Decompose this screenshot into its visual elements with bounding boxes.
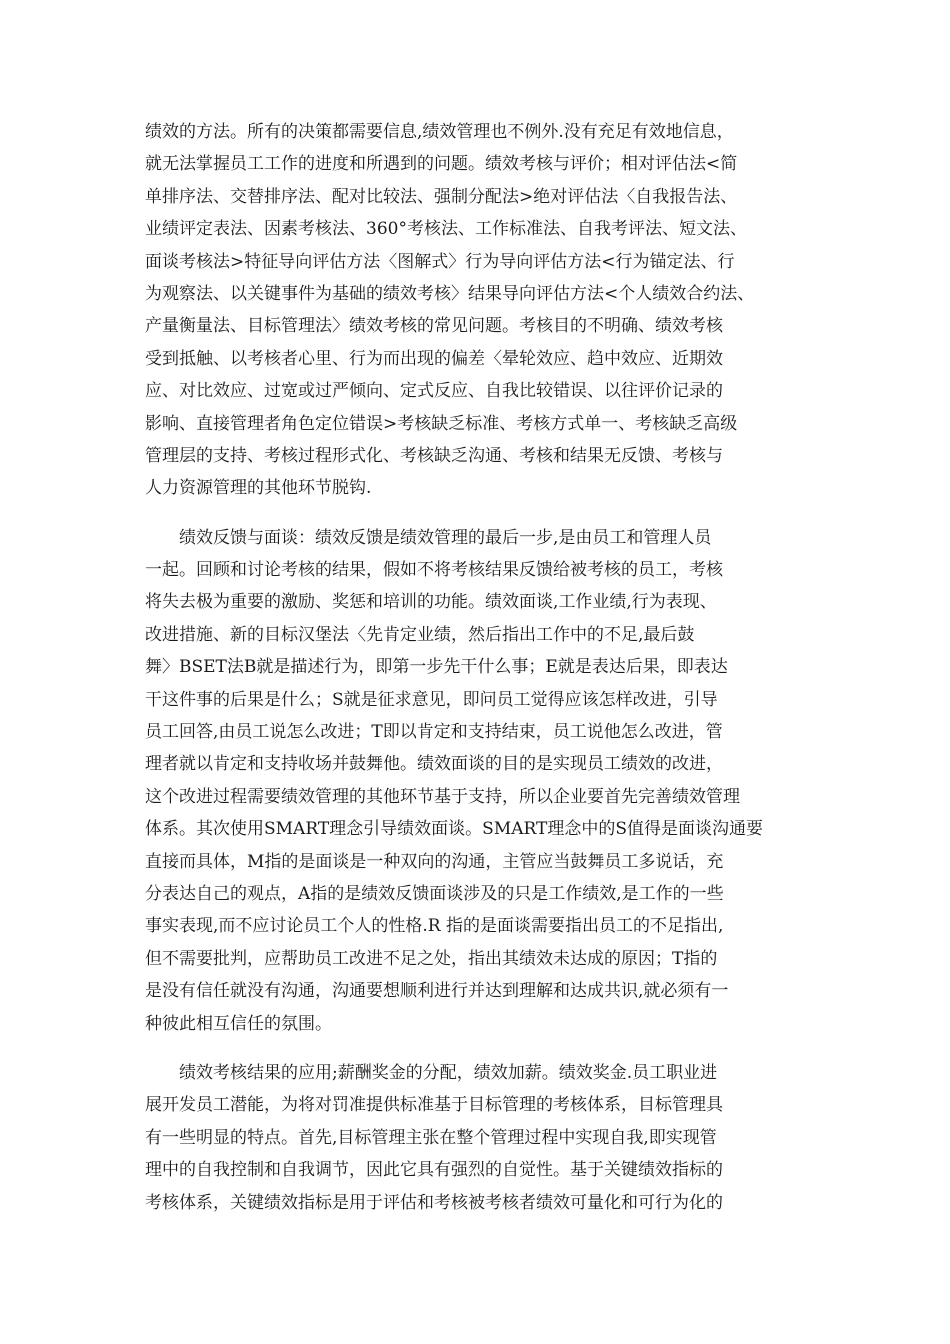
text-line: 应、对比效应、过宽或过严倾向、定式反应、自我比较错误、以往评价记录的	[145, 381, 723, 402]
text-line: 舞〉BSET法B就是描述行为，即第一步先干什么事；E就是表达后果，即表达	[145, 657, 728, 678]
text-line: 人力资源管理的其他环节脱钩.	[145, 478, 372, 499]
text-line: 管理层的支持、考核过程形式化、考核缺乏沟通、考核和结果无反馈、考核与	[145, 445, 723, 466]
text-line: 体系。其次使用SMART理念引导绩效面谈。SMART理念中的S值得是面谈沟通要	[145, 819, 763, 840]
text-line: 考核体系，关键绩效指标是用于评估和考核被考核者绩效可量化和可行为化的	[145, 1192, 723, 1213]
text-line: 面谈考核法>特征导向评估方法〈图解式〉行为导向评估方法<行为锚定法、行	[145, 251, 735, 272]
text-line: 影响、直接管理者角色定位错误>考核缺乏标准、考核方式单一、考核缺乏高级	[145, 413, 738, 434]
text-line: 就无法掌握员工工作的进度和所遇到的问题。绩效考核与评价；相对评估法<简	[145, 154, 738, 175]
text-line: 有一些明显的特点。首先,目标管理主张在整个管理过程中实现自我,即实现管	[145, 1127, 717, 1148]
paragraph-feedback-interview	[145, 522, 815, 1040]
text-line: 一起。回顾和讨论考核的结果，假如不将考核结果反馈给被考核的员工，考核	[145, 560, 723, 581]
text-line: 干这件事的后果是什么；S就是征求意见，即问员工觉得应该怎样改进，引导	[145, 689, 718, 710]
text-line: 绩效考核结果的应用;薪酬奖金的分配，绩效加薪。绩效奖金.员工职业进	[179, 1062, 718, 1083]
text-line: 直接而具体，M指的是面谈是一种双向的沟通，主管应当鼓舞员工多说话，充	[145, 851, 724, 872]
text-line: 事实表现,而不应讨论员工个人的性格.R 指的是面谈需要指出员工的不足指出,	[145, 916, 724, 937]
text-line: 种彼此相互信任的氛围。	[145, 1013, 332, 1034]
text-line: 产量衡量法、目标管理法〉绩效考核的常见问题。考核目的不明确、绩效考核	[145, 316, 723, 337]
text-line: 理中的自我控制和自我调节，因此它具有强烈的自觉性。基于关键绩效指标的	[145, 1160, 723, 1181]
text-line: 单排序法、交替排序法、配对比较法、强制分配法>绝对评估法〈自我报告法、	[145, 186, 738, 207]
text-line: 但不需要批判，应帮助员工改进不足之处，指出其绩效未达成的原因；T指的	[145, 948, 718, 969]
text-line: 理者就以肯定和支持收场并鼓舞他。绩效面谈的目的是实现员工绩效的改进，	[145, 754, 723, 775]
text-line: 将失去极为重要的激励、奖惩和培训的功能。绩效面谈,工作业绩,行为表现、	[145, 592, 717, 613]
text-line: 员工回答,由员工说怎么改进；T即以肯定和支持结束，员工说他怎么改进，管	[145, 722, 723, 743]
text-line: 这个改进过程需要绩效管理的其他环节基于支持，所以企业要首先完善绩效管理	[145, 786, 740, 807]
text-line: 绩效的方法。所有的决策都需要信息,绩效管理也不例外.没有充足有效地信息，	[145, 122, 734, 142]
document-body	[145, 116, 815, 1219]
text-line: 受到抵触、以考核者心里、行为而出现的偏差〈晕轮效应、趋中效应、近期效	[145, 348, 723, 369]
text-line: 为观察法、以关键事件为基础的绩效考核〉结果导向评估方法<个人绩效合约法、	[145, 283, 755, 304]
paragraph-results-application	[145, 1057, 815, 1219]
text-line: 业绩评定表法、因素考核法、360°考核法、工作标准法、自我考评法、短文法、	[145, 219, 747, 240]
text-line: 绩效反馈与面谈：绩效反馈是绩效管理的最后一步,是由员工和管理人员	[179, 527, 712, 548]
paragraph-evaluation-methods	[145, 116, 815, 505]
text-line: 展开发员工潜能，为将对罚准提供标准基于目标管理的考核体系，目标管理具	[145, 1095, 723, 1116]
text-line: 分表达自己的观点，A指的是绩效反馈面谈涉及的只是工作绩效,是工作的一些	[145, 883, 724, 904]
text-line: 是没有信任就没有沟通，沟通要想顺利进行并达到理解和达成共识,就必须有一	[145, 981, 729, 1002]
text-line: 改进措施、新的目标汉堡法〈先肯定业绩，然后指出工作中的不足,最后鼓	[145, 624, 695, 645]
